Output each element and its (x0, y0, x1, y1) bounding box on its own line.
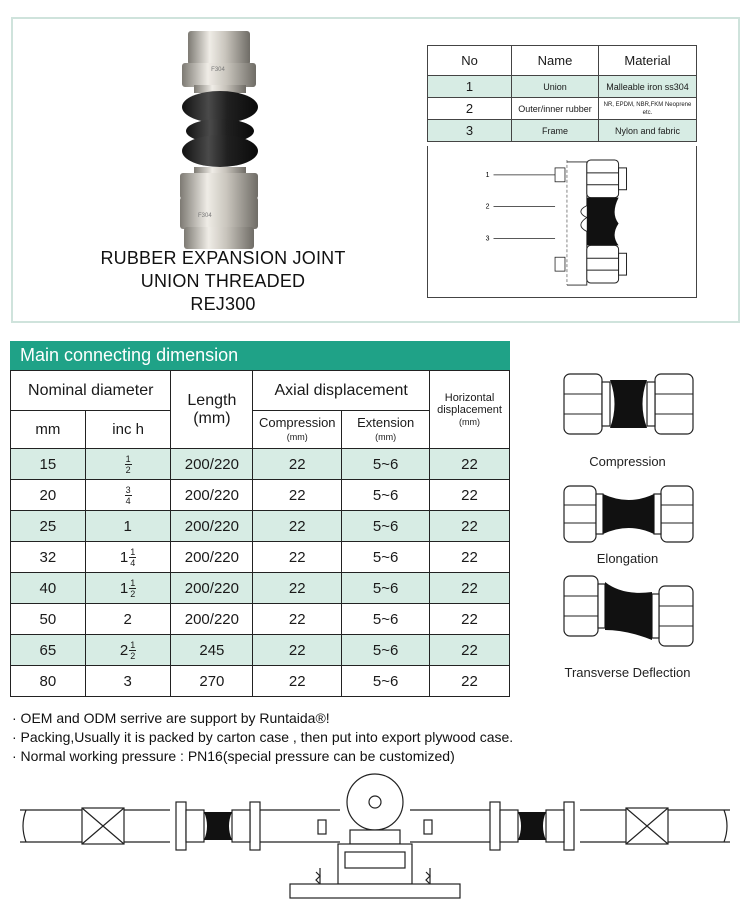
fraction-denominator: 4 (125, 495, 131, 506)
material-name: Frame (512, 120, 599, 142)
callout-1: 1 (485, 171, 490, 179)
material-header-material: Material (599, 46, 697, 76)
cell-inch (85, 511, 171, 542)
cell-horizontal: 22 (430, 542, 510, 573)
callout-3: 3 (485, 235, 490, 243)
dimension-header-row (11, 371, 510, 411)
fraction-denominator: 2 (130, 650, 136, 661)
callout-2: 2 (485, 203, 490, 211)
movement-figures (545, 368, 715, 688)
transverse-figure (561, 572, 696, 652)
material-value: Malleable iron ss304 (599, 76, 697, 98)
cell-length: 200/220 (171, 542, 253, 573)
transverse-caption: Transverse Deflection (564, 665, 691, 680)
cell-compression: 22 (253, 511, 342, 542)
cell-mm: 80 (11, 666, 86, 697)
cell-compression: 22 (253, 449, 342, 480)
fraction-numerator: 3 (125, 484, 131, 495)
cell-inch (85, 480, 171, 511)
fraction-denominator: 4 (130, 557, 136, 568)
material-no: 2 (428, 98, 512, 120)
cell-length: 200/220 (171, 480, 253, 511)
cell-compression: 22 (253, 480, 342, 511)
dimension-table (10, 370, 510, 697)
material-table-header (428, 46, 697, 76)
cell-mm: 65 (11, 635, 86, 666)
material-row (428, 76, 697, 98)
elongation-caption: Elongation (596, 551, 659, 566)
table-row (11, 449, 510, 480)
material-row (428, 120, 697, 142)
product-photo (158, 27, 288, 259)
header-compression-label: Compression (258, 414, 336, 430)
cell-mm: 15 (11, 449, 86, 480)
fraction-numerator: 1 (125, 453, 131, 464)
cell-horizontal: 22 (430, 635, 510, 666)
inch-fraction (129, 547, 136, 568)
fraction-numerator: 1 (130, 577, 136, 588)
material-value: NR, EPDM, NBR,FKM Neoprene etc. (599, 98, 697, 120)
material-name: Outer/inner rubber (512, 98, 599, 120)
cell-extension: 5~6 (342, 666, 430, 697)
fraction-denominator: 2 (130, 588, 136, 599)
inch-whole: 1 (119, 548, 129, 566)
material-header-no: No (428, 46, 512, 76)
cell-horizontal: 22 (430, 573, 510, 604)
product-title-line1: RUBBER EXPANSION JOINT (100, 248, 346, 268)
table-row (11, 666, 510, 697)
cell-length: 200/220 (171, 604, 253, 635)
header-extension-label: Extension (357, 414, 415, 430)
header-compression (253, 411, 342, 449)
inch-fraction (129, 578, 136, 599)
cell-inch (85, 635, 171, 666)
cell-length: 200/220 (171, 449, 253, 480)
cell-horizontal: 22 (430, 480, 510, 511)
cell-extension: 5~6 (342, 635, 430, 666)
cell-extension: 5~6 (342, 449, 430, 480)
material-header-name: Name (512, 46, 599, 76)
cell-extension: 5~6 (342, 480, 430, 511)
cell-compression: 22 (253, 666, 342, 697)
cell-extension: 5~6 (342, 604, 430, 635)
material-no: 3 (428, 120, 512, 142)
header-compression-unit: (mm) (286, 431, 308, 442)
fraction-numerator: 1 (130, 639, 136, 650)
table-row (11, 480, 510, 511)
material-row (428, 98, 697, 120)
cell-mm: 40 (11, 573, 86, 604)
product-title (73, 247, 373, 316)
table-row (11, 604, 510, 635)
table-row (11, 511, 510, 542)
header-length-label: Length (187, 391, 237, 409)
cell-mm: 20 (11, 480, 86, 511)
inch-fraction (125, 485, 132, 506)
cell-extension: 5~6 (342, 542, 430, 573)
inch-fraction (125, 454, 132, 475)
cell-inch (85, 573, 171, 604)
cell-compression: 22 (253, 635, 342, 666)
fraction-numerator: 1 (130, 546, 136, 557)
material-table (427, 45, 697, 142)
header-axial: Axial displacement (253, 371, 430, 411)
product-model: REJ300 (190, 294, 256, 314)
note-item: · OEM and ODM serrive are support by Runtaida®! (12, 710, 330, 726)
inch-fraction (129, 640, 136, 661)
installation-drawing (20, 772, 730, 910)
table-row (11, 573, 510, 604)
cell-length: 270 (171, 666, 253, 697)
cell-horizontal: 22 (430, 449, 510, 480)
product-title-line2: UNION THREADED (140, 271, 306, 291)
header-nominal: Nominal diameter (11, 371, 171, 411)
cell-mm: 32 (11, 542, 86, 573)
cell-inch (85, 666, 171, 697)
product-panel (11, 17, 740, 323)
inch-whole: 2 (123, 610, 132, 628)
cell-length: 245 (171, 635, 253, 666)
cell-extension: 5~6 (342, 573, 430, 604)
cell-compression: 22 (253, 604, 342, 635)
cell-compression: 22 (253, 542, 342, 573)
table-row (11, 542, 510, 573)
cell-inch (85, 604, 171, 635)
cell-horizontal: 22 (430, 604, 510, 635)
header-extension (342, 411, 430, 449)
dimension-section-title: Main connecting dimension (10, 341, 510, 370)
cell-inch (85, 449, 171, 480)
inch-whole: 2 (119, 641, 129, 659)
elongation-figure (561, 480, 696, 548)
cell-length: 200/220 (171, 573, 253, 604)
cell-horizontal: 22 (430, 666, 510, 697)
header-extension-unit: (mm) (375, 431, 397, 442)
header-horizontal-unit: (mm) (459, 416, 481, 427)
note-item: · Normal working pressure : PN16(special pressure can be customized) (12, 748, 455, 764)
material-no: 1 (428, 76, 512, 98)
fraction-denominator: 2 (125, 464, 131, 475)
cell-extension: 5~6 (342, 511, 430, 542)
header-mm: mm (11, 411, 86, 449)
header-horizontal (430, 371, 510, 449)
inch-whole: 1 (123, 517, 132, 535)
material-name: Union (512, 76, 599, 98)
svg-text:F304: F304 (198, 213, 212, 219)
notes-list (12, 709, 513, 766)
dimension-table-body (11, 449, 510, 697)
table-row (11, 635, 510, 666)
cell-compression: 22 (253, 573, 342, 604)
inch-whole: 3 (123, 672, 132, 690)
cell-length: 200/220 (171, 511, 253, 542)
header-horizontal-label: Horizontal displacement (437, 391, 502, 416)
inch-whole: 1 (119, 579, 129, 597)
svg-text:F304: F304 (211, 67, 225, 73)
section-drawing (427, 146, 697, 298)
material-value: Nylon and fabric (599, 120, 697, 142)
header-length-unit: (mm) (193, 409, 231, 427)
cell-mm: 50 (11, 604, 86, 635)
cell-mm: 25 (11, 511, 86, 542)
compression-caption: Compression (589, 454, 666, 469)
header-length (171, 371, 253, 449)
cell-inch (85, 542, 171, 573)
compression-figure (561, 368, 696, 442)
header-inch: inc h (85, 411, 171, 449)
note-item: · Packing,Usually it is packed by carton case , then put into export plywood case. (12, 729, 514, 745)
cell-horizontal: 22 (430, 511, 510, 542)
